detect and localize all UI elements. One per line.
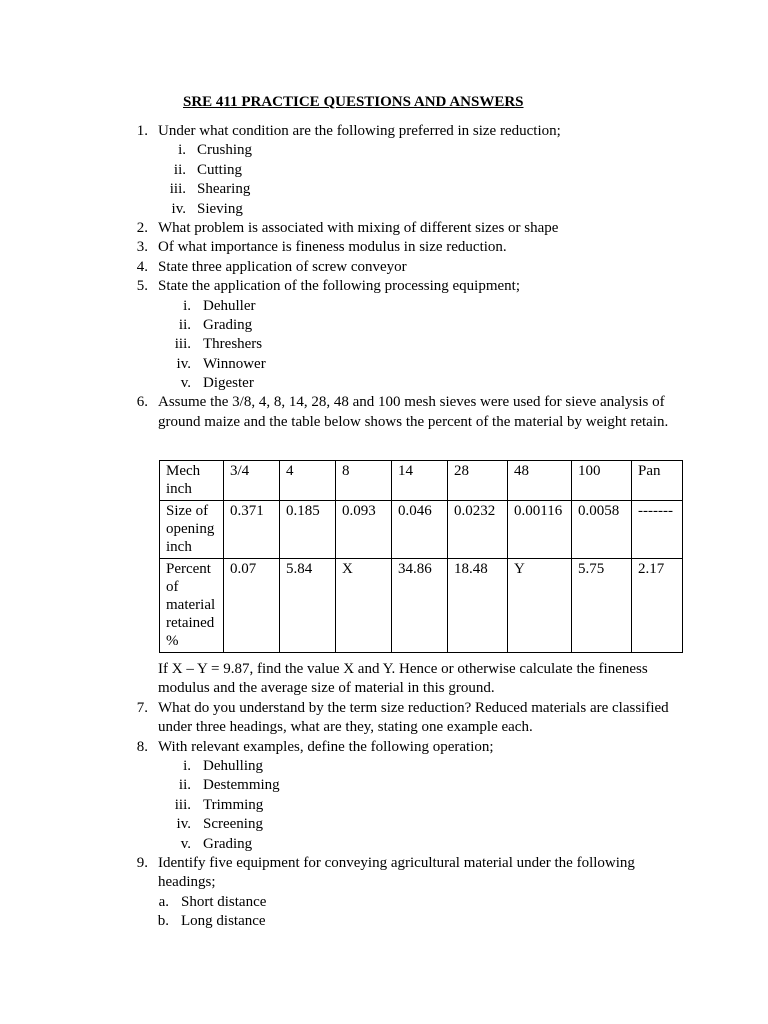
question-text: If X – Y = 9.87, find the value X and Y. Hence or otherwise calculate the fineness <box>158 661 648 677</box>
item-text: Threshers <box>203 336 263 353</box>
question-text: State the application of the following processing equipment; <box>158 278 520 295</box>
list-item <box>0 776 768 795</box>
question-5 <box>0 277 768 296</box>
table-cell: 100 <box>572 461 632 501</box>
item-number: i. <box>178 142 186 159</box>
item-text: Trimming <box>203 796 264 813</box>
item-text: Shearing <box>197 181 251 198</box>
question-text: What do you understand by the term size reduction? Reduced materials are classified <box>158 699 669 716</box>
list-item <box>0 161 768 180</box>
list-item <box>0 316 768 335</box>
item-text: Sieving <box>197 200 243 217</box>
question-7 <box>0 699 768 718</box>
table-cell: Pan <box>632 461 683 501</box>
table-cell: 28 <box>448 461 508 501</box>
table-cell: Size of opening inch <box>160 501 224 559</box>
question-6-followup <box>0 679 768 698</box>
list-item <box>0 355 768 374</box>
item-number: ii. <box>173 161 186 178</box>
item-number: iv. <box>176 355 191 372</box>
table-cell: 0.0058 <box>572 501 632 559</box>
table-cell: 4 <box>280 461 336 501</box>
question-2 <box>0 219 768 238</box>
table-row <box>160 461 683 501</box>
question-text: What problem is associated with mixing of different sizes or shape <box>158 219 559 236</box>
question-number: 2. <box>136 219 148 236</box>
question-number: 3. <box>136 239 148 256</box>
list-item <box>0 200 768 219</box>
table-row <box>160 559 683 653</box>
item-number: i. <box>183 757 191 774</box>
item-letter: a. <box>158 893 169 910</box>
item-text: Screening <box>203 816 263 833</box>
table-cell: 8 <box>336 461 392 501</box>
question-9-continued <box>0 873 768 892</box>
question-9 <box>0 854 768 873</box>
item-text: Grading <box>203 835 253 852</box>
question-1 <box>0 122 768 141</box>
item-number: iv. <box>176 816 191 833</box>
table-cell: ------- <box>632 501 683 559</box>
list-item <box>0 180 768 199</box>
item-number: iii. <box>174 336 191 353</box>
questions-block-1 <box>0 122 768 432</box>
table-cell: Y <box>508 559 572 653</box>
question-number: 9. <box>136 854 148 871</box>
question-4 <box>0 258 768 277</box>
list-item <box>0 796 768 815</box>
table-cell: Percent of material retained % <box>160 559 224 653</box>
question-3 <box>0 238 768 257</box>
table-cell: 0.185 <box>280 501 336 559</box>
item-text: Short distance <box>181 893 267 910</box>
table-cell: 2.17 <box>632 559 683 653</box>
list-item <box>0 374 768 393</box>
question-6-followup <box>0 660 768 679</box>
table-cell: Mech inch <box>160 461 224 501</box>
table-cell: 48 <box>508 461 572 501</box>
question-number: 5. <box>136 278 148 295</box>
table-cell: 3/4 <box>224 461 280 501</box>
item-number: ii. <box>178 316 191 333</box>
list-item <box>0 893 768 912</box>
table-cell: 0.0232 <box>448 501 508 559</box>
question-7-continued <box>0 718 768 737</box>
question-text: headings; <box>158 874 216 891</box>
question-text: Under what condition are the following preferred in size reduction; <box>158 123 561 139</box>
question-6-continued <box>0 413 768 432</box>
list-item <box>0 297 768 316</box>
question-text: Of what importance is fineness modulus in size reduction. <box>158 239 507 256</box>
table-cell: 0.07 <box>224 559 280 653</box>
item-text: Cutting <box>197 161 243 178</box>
questions-block-2 <box>0 660 768 931</box>
table-row <box>160 501 683 559</box>
table-cell: X <box>336 559 392 653</box>
question-text: Assume the 3/8, 4, 8, 14, 28, 48 and 100 mesh sieves were used for sieve analysis of <box>158 394 665 411</box>
item-number: iv. <box>171 200 186 217</box>
item-text: Digester <box>203 375 254 392</box>
question-text: ground maize and the table below shows the percent of the material by weight retain. <box>158 413 669 430</box>
item-number: i. <box>183 297 191 314</box>
item-text: Long distance <box>181 913 266 930</box>
item-letter: b. <box>157 913 169 930</box>
page-title: SRE 411 PRACTICE QUESTIONS AND ANSWERS <box>183 94 524 110</box>
item-text: Grading <box>203 316 253 333</box>
question-text: State three application of screw conveyor <box>158 258 407 275</box>
list-item <box>0 757 768 776</box>
item-number: iii. <box>169 181 186 198</box>
question-number: 8. <box>136 738 148 755</box>
question-text: With relevant examples, define the following operation; <box>158 738 494 755</box>
list-item <box>0 141 768 160</box>
question-text: Identify five equipment for conveying agricultural material under the following <box>158 854 635 871</box>
question-6 <box>0 393 768 412</box>
question-text: under three headings, what are they, stating one example each. <box>158 719 533 736</box>
item-number: ii. <box>178 777 191 794</box>
item-number: v. <box>180 835 191 852</box>
list-item <box>0 335 768 354</box>
question-number: 7. <box>136 699 148 716</box>
item-number: iii. <box>174 796 191 813</box>
table-cell: 5.75 <box>572 559 632 653</box>
list-item <box>0 912 768 931</box>
item-text: Destemming <box>203 777 280 794</box>
question-8 <box>0 738 768 757</box>
table-cell: 14 <box>392 461 448 501</box>
question-number: 1. <box>136 123 148 139</box>
question-number: 6. <box>136 394 148 411</box>
list-item <box>0 835 768 854</box>
item-text: Winnower <box>203 355 266 372</box>
table-cell: 0.093 <box>336 501 392 559</box>
table-cell: 0.046 <box>392 501 448 559</box>
sieve-analysis-table <box>159 460 683 653</box>
item-text: Crushing <box>197 142 253 159</box>
question-text: modulus and the average size of material in this ground. <box>158 680 495 697</box>
list-item <box>0 815 768 834</box>
table-cell: 18.48 <box>448 559 508 653</box>
table-cell: 0.371 <box>224 501 280 559</box>
item-number: v. <box>180 375 191 392</box>
question-number: 4. <box>136 258 148 275</box>
table-cell: 5.84 <box>280 559 336 653</box>
table-cell: 0.00116 <box>508 501 572 559</box>
item-text: Dehulling <box>203 757 263 774</box>
item-text: Dehuller <box>203 297 256 314</box>
table-cell: 34.86 <box>392 559 448 653</box>
